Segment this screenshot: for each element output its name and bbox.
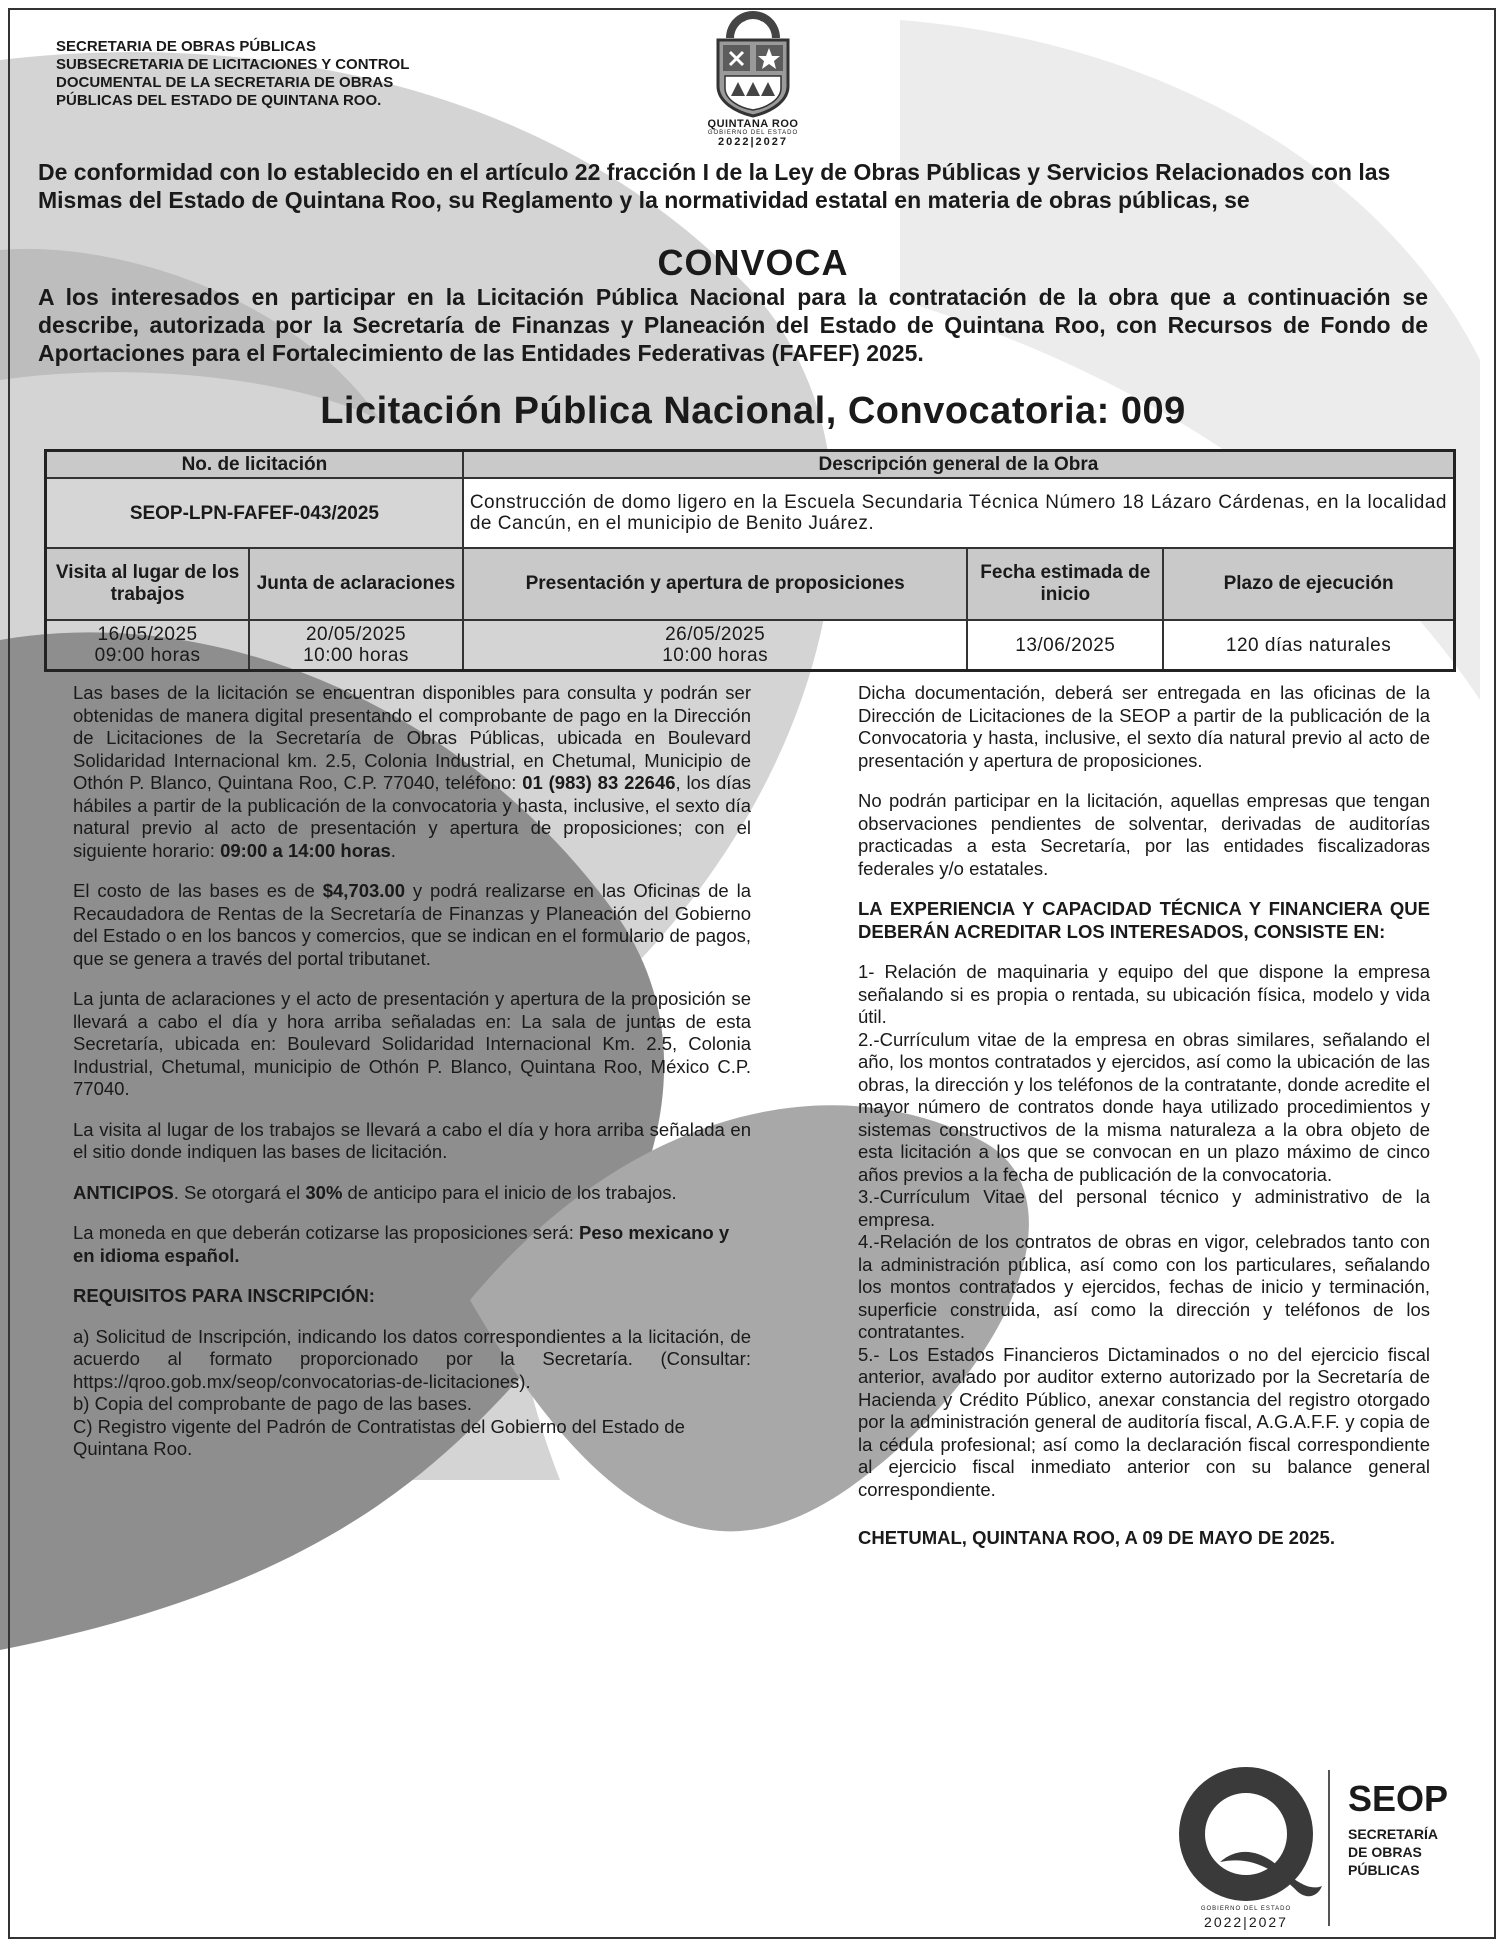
requisito-c: C) Registro vigente del Padrón de Contratistas del Gobierno del Estado de Quintana Roo. [73, 1415, 685, 1459]
requirement-item: 1- Relación de maquinaria y equipo del que dispone la empresa señalando si es propia o rentada, su ubicación física, modelo y vida útil. [858, 961, 1430, 1027]
text: . Se otorgará el [173, 1181, 306, 1203]
moneda-value: Peso mexicano y en idioma español. [73, 1222, 730, 1266]
seop-footer-logo [1168, 1766, 1488, 1932]
junta-cell [249, 620, 463, 671]
coat-of-arms-icon [708, 8, 798, 118]
header-no-licitacion: No. de licitación [46, 451, 463, 479]
anticipos-paragraph [73, 1182, 751, 1205]
requisitos-heading: REQUISITOS PARA INSCRIPCIÓN: [73, 1285, 375, 1306]
seop-line: DE OBRAS [1348, 1844, 1422, 1860]
presentacion-time: 10:00 horas [662, 645, 769, 666]
plazo-value: 120 días naturales [1163, 620, 1454, 671]
right-column [858, 682, 1430, 1568]
text: de anticipo para el inicio de los trabajos. [342, 1181, 677, 1203]
text: La moneda en que deberán cotizarse las proposiciones será: [73, 1222, 579, 1243]
text: El costo de las bases es de [73, 880, 323, 901]
costo-paragraph [73, 880, 751, 970]
quintana-roo-emblem [693, 8, 813, 166]
requisito-b: b) Copia del comprobante de pago de las bases. [73, 1393, 473, 1414]
bases-paragraph [73, 682, 751, 862]
intro-paragraph: De conformidad con lo establecido en el artículo 22 fracción I de la Ley de Obras Públicas y Servicios Relacionados con las Mismas del Estado de Quintana Roo, su Reglamento y la normatividad estatal en materia de obras públicas, se [38, 159, 1391, 213]
footer-gov-subtitle: GOBIERNO DEL ESTADO [1200, 1906, 1292, 1912]
header-plazo: Plazo de ejecución [1163, 548, 1454, 620]
org-line: SECRETARIA DE OBRAS PÚBLICAS [56, 38, 317, 55]
junta-time: 10:00 horas [303, 645, 409, 666]
anticipos-label: ANTICIPOS [73, 1181, 174, 1203]
org-line: PÚBLICAS DEL ESTADO DE QUINTANA ROO. [56, 92, 382, 109]
emblem-state-name: QUINTANA ROO [707, 118, 799, 130]
convoca-heading: CONVOCA [657, 242, 849, 283]
bases-cost: $4,703.00 [322, 880, 405, 901]
requirement-item: 5.- Los Estados Financieros Dictaminados o no del ejercicio fiscal anterior, avalado por auditor externo autorizado por la Secretaría de Hacienda y Crédito Público, anexar constancia del registro otorgado por la administración general de auditoría fiscal, A.G.A.F.F. y copia de la cédula profesional; así como la declaración fiscal correspondiente al ejercicio fiscal inmediato anterior con su balance general correspondiente. [858, 1343, 1430, 1500]
visita-date: 16/05/2025 [97, 624, 198, 645]
issuing-organization [56, 38, 576, 110]
text: , los días hábiles a partir de la publicación de la convocatoria y hasta, inclusive, el sexto día natural previo al acto de presentación y apertura de proposiciones; con el siguiente horario: [73, 772, 751, 861]
fecha-inicio-value: 13/06/2025 [967, 620, 1163, 671]
header-junta: Junta de aclaraciones [249, 548, 463, 620]
header-descripcion: Descripción general de la Obra [463, 451, 1455, 479]
text: . [390, 839, 396, 861]
footer-divider [1328, 1770, 1330, 1926]
visita-time: 09:00 horas [94, 645, 201, 666]
moneda-paragraph [73, 1222, 751, 1267]
requisito-a: a) Solicitud de Inscripción, indicando los datos correspondientes a la licitación, de acuerdo al formato proporcionado por la Secretaría. (Consultar: https://qroo.gob.mx/seop/convocatorias-de-licitaciones). [73, 1325, 751, 1392]
visita-paragraph: La visita al lugar de los trabajos se llevará a cabo el día y hora arriba señalada en el sitio donde indiquen las bases de licitación. [73, 1118, 751, 1162]
seop-line: PÚBLICAS [1348, 1862, 1420, 1878]
header-presentacion: Presentación y apertura de proposiciones [463, 548, 968, 620]
seop-title: SEOP [1348, 1778, 1449, 1819]
requirement-item: 3.-Currículum Vitae del personal técnico y administrativo de la empresa. [858, 1186, 1430, 1230]
q-logo-icon [1168, 1766, 1324, 1906]
requirement-item: 2.-Currículum vitae de la empresa en obras similares, señalando el año, los montos contratados y ejercidos, así como la ubicación de las obras, la dirección y los teléfonos de la contratante, donde acredite el mayor número de contratos donde haya utilizado procedimientos y sistemas constructivos de la misma naturaleza a la obra objeto de esta licitación a los que se convocan en un plazo máximo de cinco años previos a la fecha de publicación de la convocatoria. [858, 1028, 1430, 1185]
junta-date: 20/05/2025 [305, 624, 407, 645]
requirement-item: 4.-Relación de los contratos de obras en vigor, celebrados tanto con la administración pública, así como con los particulares, señalando los montos contratados y ejercidos, fechas de inicio y terminación, superficie construida, así como la dirección y teléfonos de los contratantes. [858, 1231, 1430, 1342]
text: y podrá realizarse en las Oficinas de la Recaudadora de Rentas de la Secretaría de Finanzas y Planeación del Gobierno del Estado o en los bancos y comercios, que se indican en el formulario de pagos, que se genera a través del portal tributanet. [73, 880, 751, 969]
org-line: DOCUMENTAL DE LA SECRETARIA DE OBRAS [56, 74, 394, 91]
restriccion-paragraph: No podrán participar en la licitación, aquellas empresas que tengan observaciones pendientes de solventar, derivadas de auditorías practicadas a esta Secretaría, por las entidades fiscalizadoras federales y/o estatales. [858, 790, 1430, 879]
header-fecha-inicio: Fecha estimada de inicio [967, 548, 1163, 620]
phone-number: 01 (983) 83 22646 [522, 772, 676, 793]
text: Las bases de la licitación se encuentran disponibles para consulta y podrán ser obtenidas de manera digital presentando el comprobante de pago en la Dirección de Licitaciones de la Secretaría de Obras Públicas, ubicada en Boulevard Solidaridad Internacional km. 2.5, Colonia Industrial, en Chetumal, Municipio de Othón P. Blanco, Quintana Roo, C.P. 77040, teléfono: [73, 682, 751, 793]
presentacion-cell [463, 620, 968, 671]
closing-place-date: CHETUMAL, QUINTANA ROO, A 09 DE MAYO DE 2025. [858, 1527, 1335, 1548]
experiencia-heading: LA EXPERIENCIA Y CAPACIDAD TÉCNICA Y FINANCIERA QUE DEBERÁN ACREDITAR LOS INTERESADOS, CONSISTE EN: [858, 898, 1430, 942]
licitacion-number: SEOP-LPN-FAFEF-043/2025 [46, 478, 463, 548]
emblem-subtitle: GOBIERNO DEL ESTADO [707, 130, 799, 136]
header-visita: Visita al lugar de los trabajos [46, 548, 250, 620]
licitacion-table [44, 449, 1456, 672]
presentacion-date: 26/05/2025 [665, 624, 766, 645]
org-line: SUBSECRETARIA DE LICITACIONES Y CONTROL [56, 56, 410, 73]
junta-paragraph: La junta de aclaraciones y el acto de presentación y apertura de la proposición se llevará a cabo el día y hora arriba señaladas en: La sala de juntas de esta Secretaría, ubicada en: Boulevard Solidaridad Internacional Km. 2.5, Colonia Industrial, Chetumal, municipio de Othón P. Blanco, Quintana Roo, México C.P. 77040. [73, 988, 751, 1099]
obra-description: Construcción de domo ligero en la Escuela Secundaria Técnica Número 18 Lázaro Cárdenas, en la localidad de Cancún, en el municipio de Benito Juárez. [463, 478, 1455, 548]
seop-line: SECRETARÍA [1348, 1826, 1438, 1842]
emblem-years: 2022|2027 [717, 136, 789, 148]
office-hours: 09:00 a 14:00 horas [220, 839, 391, 861]
anticipo-percentage: 30% [305, 1181, 343, 1203]
left-column [73, 682, 751, 1461]
footer-years: 2022|2027 [1204, 1914, 1288, 1930]
licitacion-title: Licitación Pública Nacional, Convocatoria: 009 [320, 390, 1186, 432]
entrega-paragraph: Dicha documentación, deberá ser entregada en las oficinas de la Dirección de Licitaciones de la SEOP a partir de la publicación de la Convocatoria y hasta, inclusive, el sexto día natural previo al acto de presentación y apertura de proposiciones. [858, 682, 1430, 771]
visita-cell [46, 620, 250, 671]
convoca-paragraph: A los interesados en participar en la Licitación Pública Nacional para la contratación de la obra que a continuación se describe, autorizada por la Secretaría de Finanzas y Planeación del Estado de Quintana Roo, con Recursos de Fondo de Aportaciones para el Fortalecimiento de las Entidades Federativas (FAFEF) 2025. [38, 284, 1428, 366]
